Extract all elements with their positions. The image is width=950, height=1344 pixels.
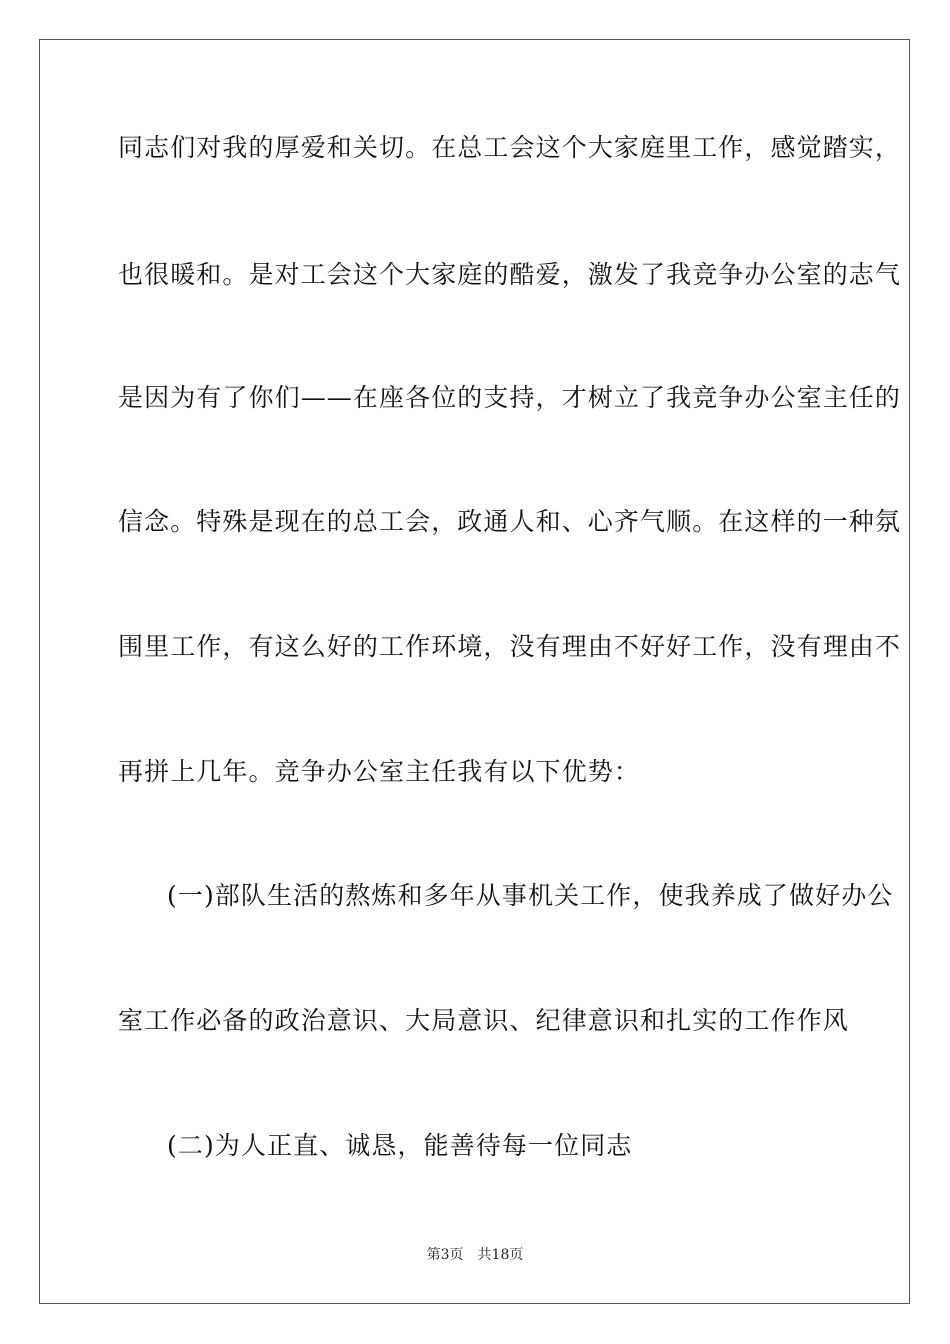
page-border (39, 39, 910, 1304)
list-item-1-line-2: 室工作必备的政治意识、大局意识、纪律意识和扎实的工作作风 (118, 1006, 849, 1035)
body-line-1: 同志们对我的厚爱和关切。在总工会这个大家庭里工作，感觉踏实， (118, 133, 902, 162)
body-line-3: 是因为有了你们——在座各位的支持，才树立了我竞争办公室主任的 (118, 383, 902, 412)
page-number-footer: 第3页 共18页 (426, 1247, 524, 1263)
list-item-2: (二)为人正直、诚恳，能善待每一位同志 (167, 1131, 633, 1160)
list-item-1-line-1: (一)部队生活的熬炼和多年从事机关工作，使我养成了做好办公 (167, 881, 894, 910)
body-line-4: 信念。特殊是现在的总工会，政通人和、心齐气顺。在这样的一种氛 (118, 507, 902, 536)
body-line-2: 也很暖和。是对工会这个大家庭的酷爱，激发了我竞争办公室的志气 (118, 260, 902, 289)
body-line-6: 再拼上几年。竞争办公室主任我有以下优势： (118, 757, 641, 786)
body-line-5: 围里工作，有这么好的工作环境，没有理由不好好工作，没有理由不 (118, 632, 902, 661)
